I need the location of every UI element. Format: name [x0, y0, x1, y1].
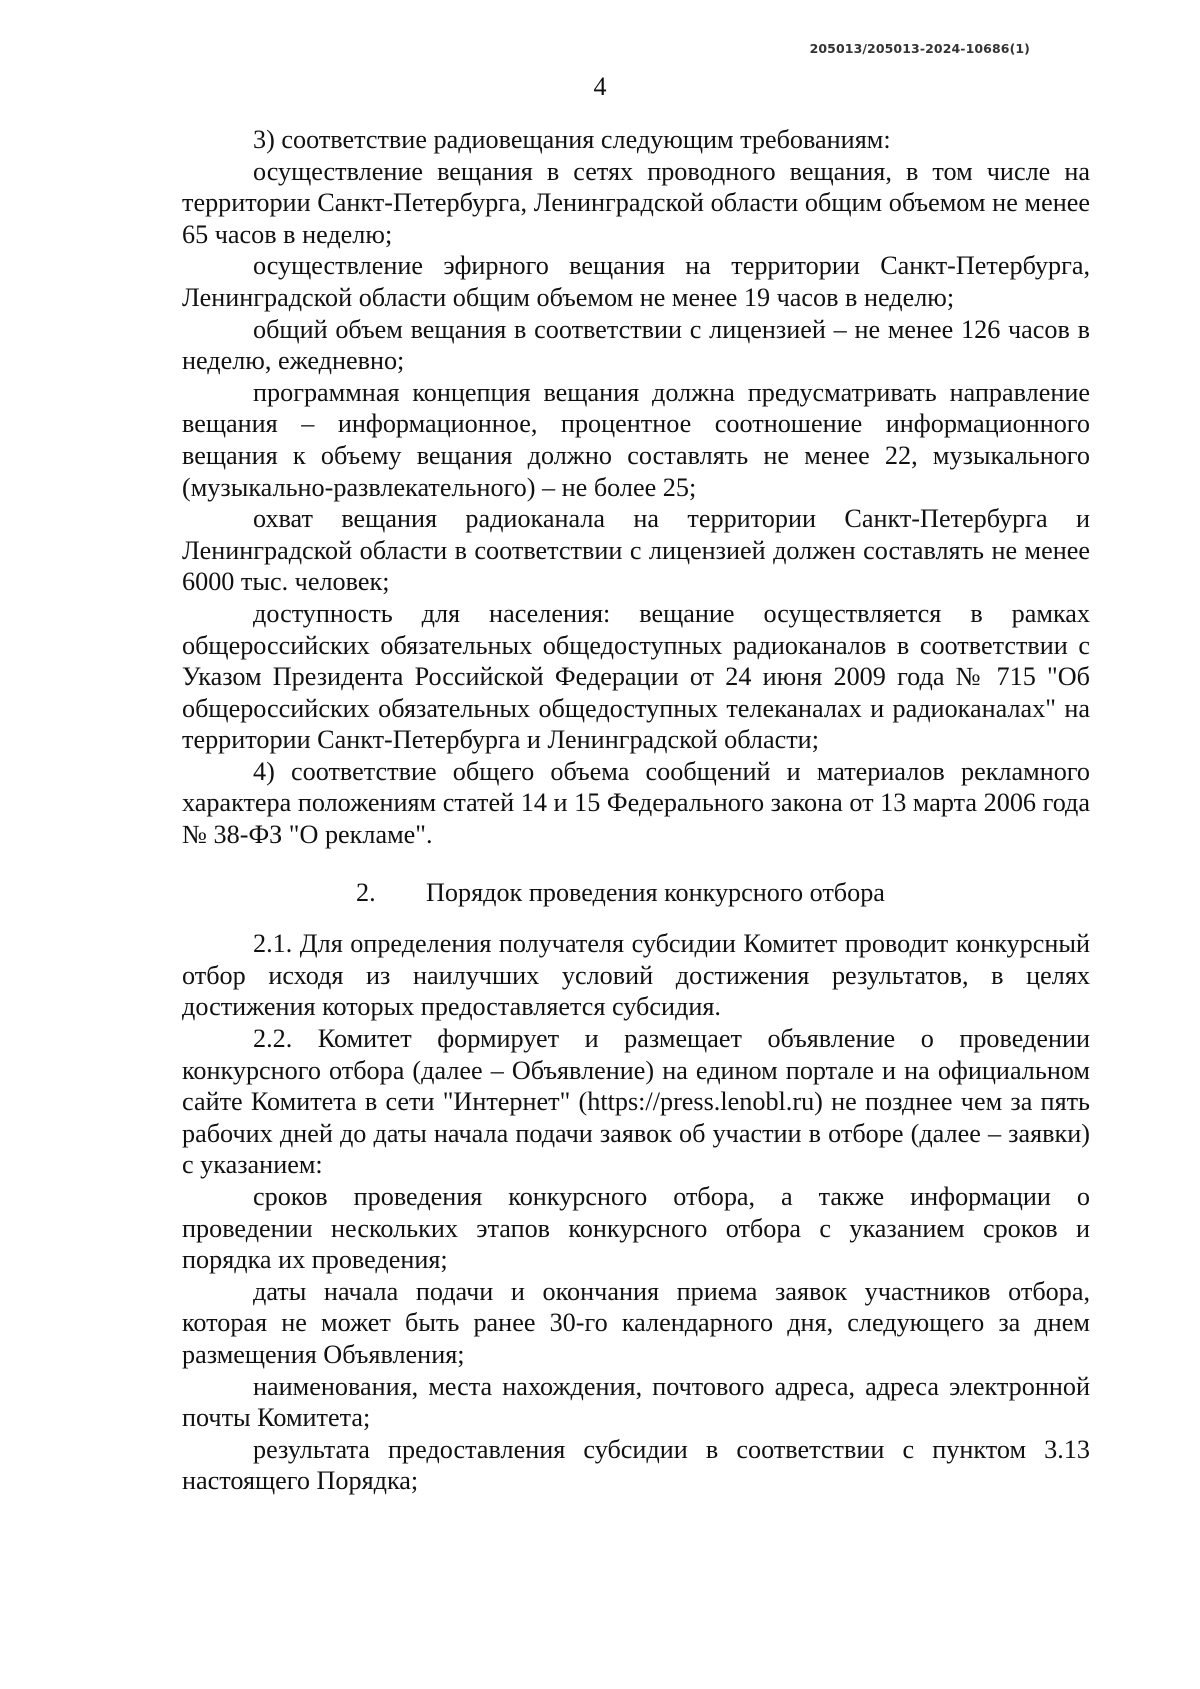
paragraph: даты начала подачи и окончания приема заявок участников отбора, которая не может быть ранее 30-го календарного дня, следующего за днем размещения Объявления;: [182, 1276, 1090, 1369]
paragraph: наименования, места нахождения, почтового адреса, адреса электронной почты Комитета;: [182, 1371, 1090, 1433]
document-id: 205013/205013-2024-10686(1): [809, 41, 1030, 56]
paragraph: 4) соответствие общего объема сообщений и материалов рекламного характера положениям статей 14 и 15 Федерального закона от 13 марта 2006 года № 38-ФЗ "О рекламе".: [182, 756, 1090, 850]
section-heading: [182, 877, 1090, 909]
paragraph: 3) соответствие радиовещания следующим требованиям:: [253, 125, 891, 154]
paragraph: сроков проведения конкурсного отбора, а также информации о проведении нескольких этапов конкурсного отбора с указанием сроков и порядка их проведения;: [182, 1182, 1090, 1275]
paragraph: доступность для населения: вещание осуществляется в рамках общероссийских обязательных общедоступных радиоканалов в соответствии с Указом Президента Российской Федерации от 24 июня 2009 года № 715 "Об общероссийских обязательных общедоступных телеканалах и радиоканалах" на территории Санкт-Петербурга и Ленинградской области;: [182, 598, 1090, 755]
paragraph: 2.2. Комитет формирует и размещает объявление о проведении конкурсного отбора (далее – Объявление) на едином портале и на официальном сайте Комитета в сети "Интернет" (https://press.lenobl.ru) не позднее чем за пять рабочих дней до даты начала подачи заявок об участии в отборе (далее – заявки) с указанием:: [182, 1024, 1090, 1180]
page-number: 4: [593, 72, 607, 101]
paragraph: результата предоставления субсидии в соответствии с пунктом 3.13 настоящего Порядка;: [182, 1434, 1090, 1496]
paragraph: охват вещания радиоканала на территории Санкт-Петербурга и Ленинградской области в соответствии с лицензией должен составлять не менее 6000 тыс. человек;: [182, 504, 1090, 597]
paragraph: осуществление вещания в сетях проводного вещания, в том числе на территории Санкт-Петербурга, Ленинградской области общим объемом не менее 65 часов в неделю;: [182, 156, 1090, 249]
section-number: 2.: [356, 877, 376, 907]
paragraph: 2.1. Для определения получателя субсидии Комитет проводит конкурсный отбор исходя из наилучших условий достижения результатов, в целях достижения которых предоставляется субсидия.: [182, 929, 1090, 1022]
paragraph: программная концепция вещания должна предусматривать направление вещания – информационное, процентное соотношение информационного вещания к объему вещания должно составлять не менее 22, музыкального (музыкально-развлекательного) – не более 25;: [182, 377, 1090, 502]
document-body: [182, 124, 1090, 1497]
section-title: Порядок проведения конкурсного отбора: [426, 877, 885, 907]
paragraph: осуществление эфирного вещания на территории Санкт-Петербурга, Ленинградской области общим объемом не менее 19 часов в неделю;: [182, 251, 1090, 312]
paragraph: общий объем вещания в соответствии с лицензией – не менее 126 часов в неделю, ежедневно;: [182, 314, 1090, 376]
